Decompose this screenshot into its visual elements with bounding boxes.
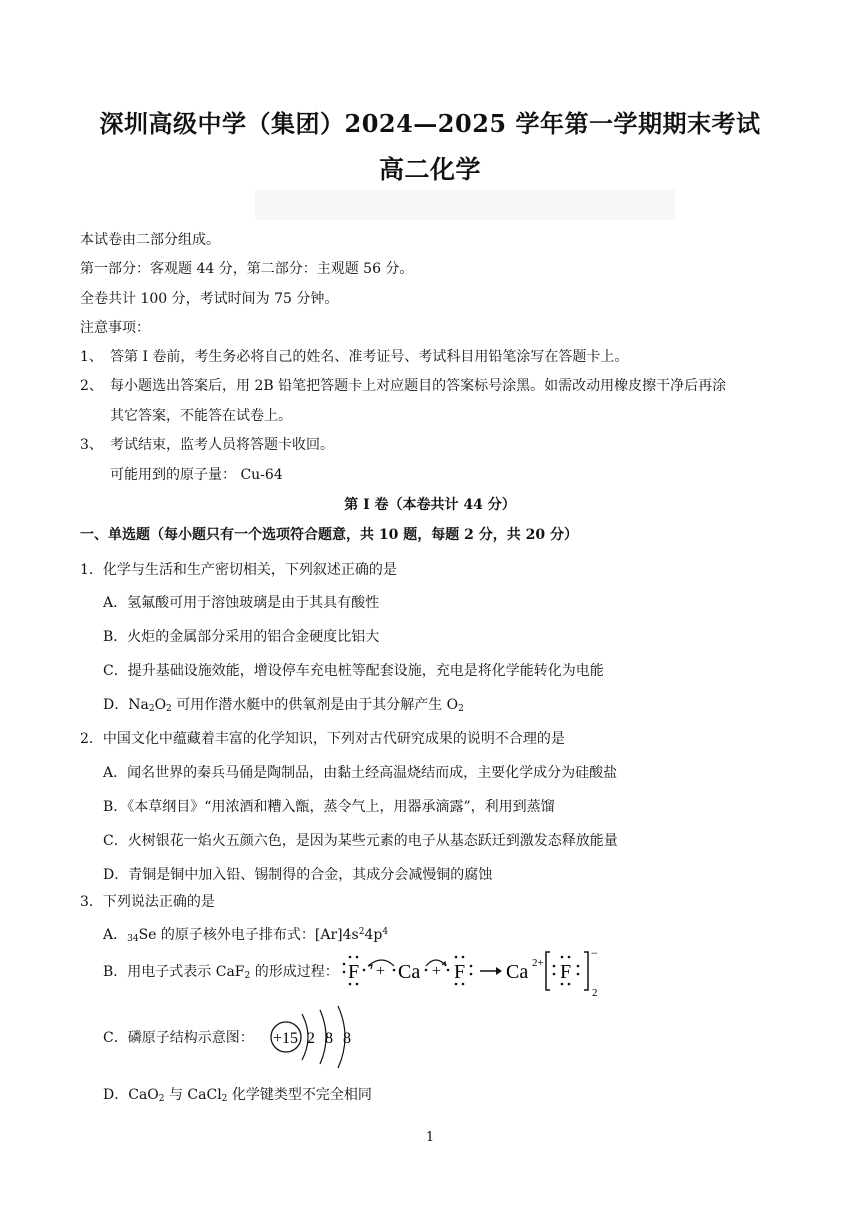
bracket-right [584,952,588,990]
atomic-mass: 可能用到的原子量： Cu-64 [110,467,283,483]
q1-stem: 1．化学与生活和生产密切相关，下列叙述正确的是 [80,562,397,578]
note-2-num: 2、 [80,378,103,394]
phosphorus-structure-diagram [266,1002,366,1072]
note-3-text: 考试结束，监考人员将答题卡收回。 [110,437,334,453]
intro-line-2: 第一部分：客观题 44 分，第二部分：主观题 56 分。 [80,261,414,277]
note-2-cont: 其它答案，不能答在试卷上。 [110,408,292,424]
exam-title: 深圳高级中学（集团）2024—2025 学年第一学期期末考试 [99,109,761,138]
note-1-text: 答第 I 卷前，考生务必将自己的姓名、准考证号、考试科目用铅笔涂写在答题卡上。 [110,349,629,365]
q2-option-a: A．闻名世界的秦兵马俑是陶制品，由黏土经高温烧结而成，主要化学成分为硅酸盐 [103,765,618,781]
svg-text:8: 8 [343,1030,351,1047]
bracket-left [546,952,550,990]
part-title: 第 I 卷（本卷共计 44 分） [344,497,516,513]
q3-option-b: B．用电子式表示 CaF$_2$ 的形成过程： [103,964,339,981]
q1-option-c: C．提升基础设施效能，增设停车充电桩等配套设施，充电是将化学能转化为电能 [103,663,604,679]
calcium-atom [393,961,428,983]
svg-text:+: + [376,963,386,980]
svg-text:F: F [348,961,360,983]
q2-option-b: B．《本草纲目》“用浓酒和糟入甑，蒸令气上，用器承滴露”，利用到蒸馏 [103,799,555,815]
q3-stem: 3．下列说法正确的是 [80,894,215,910]
intro-line-1: 本试卷由二部分组成。 [80,232,220,248]
q3-option-d: D．CaO$_2$ 与 CaCl$_2$ 化学键类型不完全相同 [103,1087,372,1104]
caf2-formation-diagram [338,942,608,1000]
q1-option-b: B．火炬的金属部分采用的铝合金硬度比铝大 [103,629,380,645]
svg-text:8: 8 [325,1030,333,1047]
note-1-num: 1、 [80,349,103,365]
svg-text:−: − [591,946,598,960]
page-number: 1 [425,1130,435,1145]
q2-option-c: C．火树银花一焰火五颜六色，是因为某些元素的电子从基态跃迁到激发态释放能量 [103,833,618,849]
q1-option-a: A．氢氟酸可用于溶蚀玻璃是由于其具有酸性 [103,595,380,611]
fluorine-atom-right [447,956,473,986]
q3-option-c: C．磷原子结构示意图： [103,1030,254,1046]
svg-text:F: F [560,961,572,983]
fluorine-atom-left [343,956,366,986]
svg-text:2+: 2+ [532,957,544,969]
svg-text:2: 2 [592,987,598,999]
svg-text:+: + [432,963,442,980]
svg-text:2: 2 [307,1030,315,1047]
q3-option-a: A．$_{34}$Se 的原子核外电子排布式：$[Ar]4s^24p^4$ [103,927,389,944]
exam-subtitle: 高二化学 [378,155,481,184]
watermark-band [255,190,675,220]
q1-option-d: D．$Na_2O_2$ 可用作潜水艇中的供氧剂是由于其分解产生 $O_2$ [103,697,464,714]
svg-text:Ca: Ca [506,961,529,983]
svg-text:Ca: Ca [398,961,421,983]
notes-heading: 注意事项： [80,320,150,336]
intro-line-3: 全卷共计 100 分，考试时间为 75 分钟。 [80,291,339,307]
svg-text:+15: +15 [273,1030,299,1047]
q2-stem: 2．中国文化中蕴藏着丰富的化学知识，下列对古代研究成果的说明不合理的是 [80,731,565,747]
note-2-text: 每小题选出答案后，用 2B 铅笔把答题卡上对应题目的答案标号涂黑。如需改动用橡皮擦干净后再涂 [110,378,727,394]
note-3-num: 3、 [80,437,103,453]
q2-option-d: D．青铜是铜中加入铅、锡制得的合金，其成分会减慢铜的腐蚀 [103,867,493,883]
svg-text:F: F [454,961,466,983]
section-heading: 一、单选题（每小题只有一个选项符合题意，共 10 题，每题 2 分，共 20 分） [80,527,578,543]
